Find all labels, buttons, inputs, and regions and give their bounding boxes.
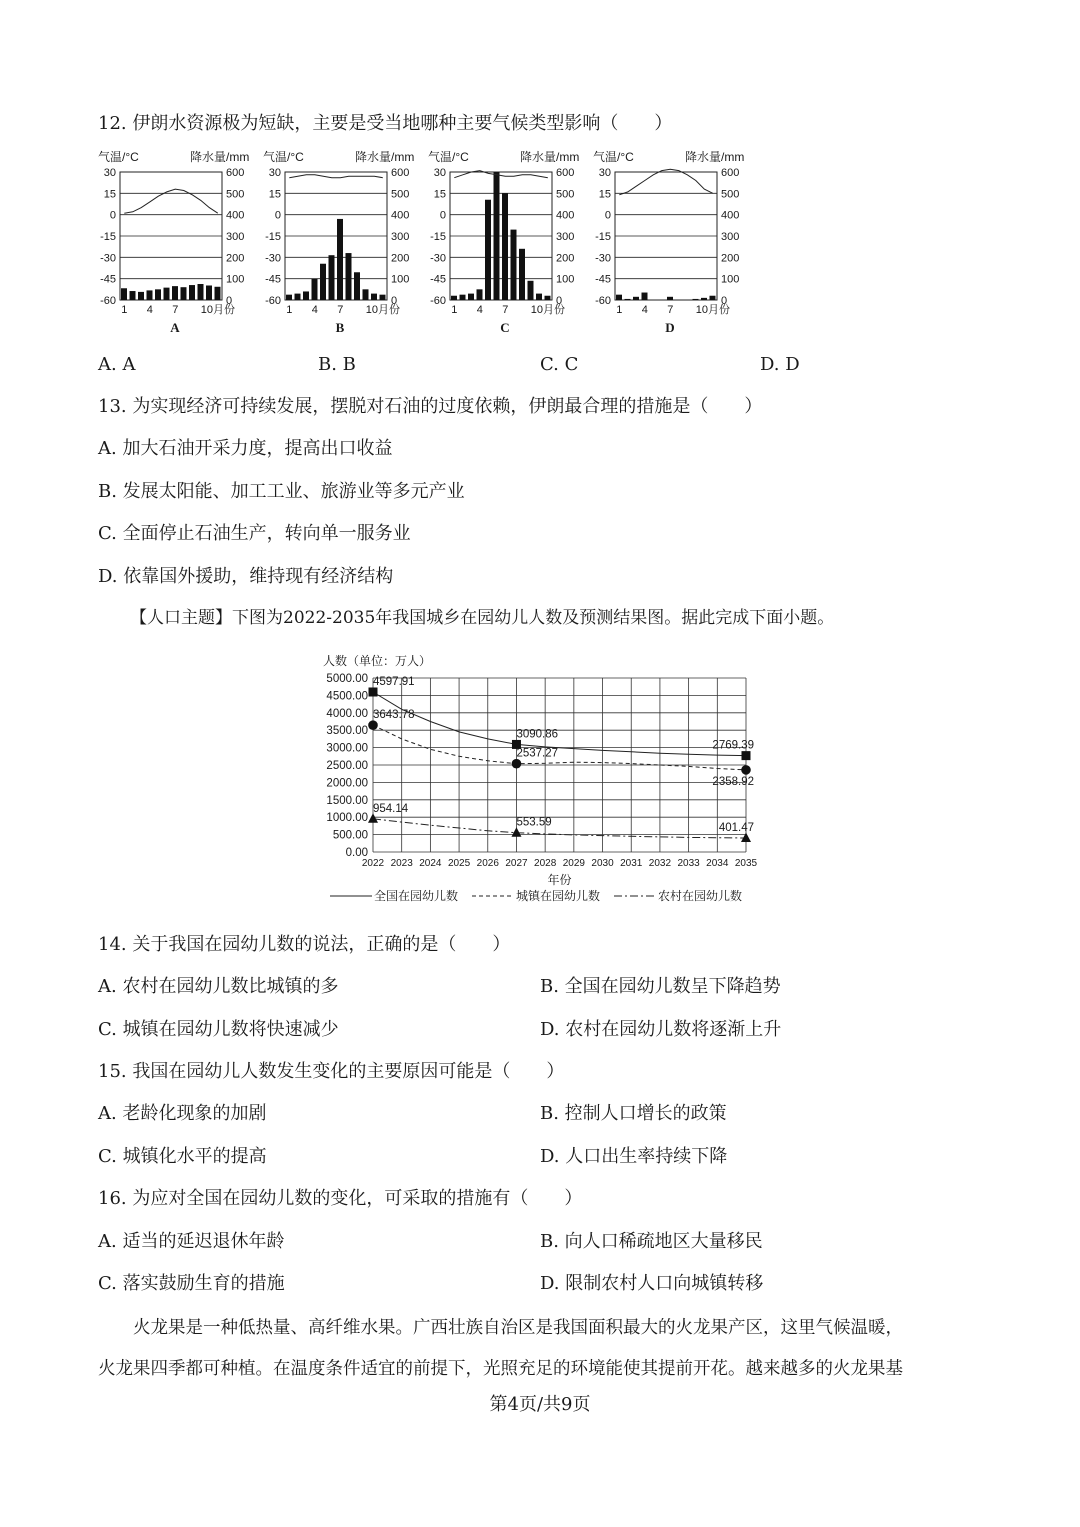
q15-option-d[interactable]: D. 人口出生率持续下降 [540,1146,728,1167]
q15-option-c[interactable]: C. 城镇化水平的提高 [98,1146,267,1167]
temp-tick-label: -30 [595,252,611,265]
data-point [512,759,522,769]
q16-option-c[interactable]: C. 落实鼓励生育的措施 [98,1273,285,1294]
temp-tick-label: 30 [598,167,611,179]
precip-bar [710,296,716,300]
x-axis-label: 年份 [547,873,572,887]
precip-bar [286,295,292,300]
precip-tick-label: 200 [556,252,575,265]
precip-bar [519,249,525,300]
precip-bar [329,255,335,300]
temp-tick-label: 30 [268,167,281,179]
precip-tick-label: 200 [391,252,410,265]
data-label: 3643.78 [373,709,415,722]
temp-tick-label: -60 [430,295,446,307]
y-axis-label: 人数（单位：万人） [323,654,432,668]
climate-chart-a [98,149,249,335]
q15-option-a[interactable]: A. 老龄化现象的加剧 [98,1103,267,1124]
q13-option-a[interactable]: A. 加大石油开采力度，提高出口收益 [98,438,393,459]
y-tick-label: 5000.00 [326,673,368,685]
temperature-line [124,189,218,213]
temp-axis-unit: 气温/°C [593,150,634,164]
q12-option-b[interactable]: B. B [318,354,356,375]
month-tick-label: 1 [121,304,128,316]
temp-tick-label: -45 [430,273,446,286]
month-tick-label: 1 [616,304,623,316]
temp-tick-label: -45 [100,273,116,286]
q14-option-d[interactable]: D. 农村在园幼儿数将逐渐上升 [540,1019,782,1040]
passage-line-1: 火龙果是一种低热量、高纤维水果。广西壮族自治区是我国面积最大的火龙果产区，这里气候温暖， [98,1318,903,1338]
precip-bar [616,295,622,300]
question-13: 13. 为实现经济可持续发展，摆脱对石油的过度依赖，伊朗最合理的措施是（ ） [98,396,763,417]
data-label: 2358.92 [712,775,754,788]
question-12: 12. 伊朗水资源极为短缺，主要是受当地哪种主要气候类型影响（ ） [98,113,673,134]
temp-tick-label: 0 [439,209,446,222]
precip-tick-label: 0 [226,295,233,307]
precip-tick-label: 500 [556,188,575,201]
temp-tick-label: 0 [109,209,116,222]
topic-intro: 【人口主题】下图为2022-2035年我国城乡在园幼儿人数及预测结果图。据此完成下面小题。 [130,608,835,628]
precip-bar [477,289,483,300]
climate-chart-label: B [335,320,345,335]
precip-tick-label: 600 [391,167,410,179]
precip-bar [320,264,326,300]
precip-bar [494,172,500,300]
precip-bar [198,284,204,300]
passage-line-2: 火龙果四季都可种植。在温度条件适宜的前提下，光照充足的环境能使其提前开花。越来越多的火龙果基 [98,1359,903,1379]
temp-tick-label: 0 [604,209,611,222]
q14-option-c[interactable]: C. 城镇在园幼儿数将快速减少 [98,1019,339,1040]
precip-bar [380,295,386,300]
precip-bar [130,291,136,300]
month-tick-label: 1 [286,304,293,316]
temp-tick-label: -15 [595,231,611,243]
month-tick-label: 7 [337,304,344,316]
precip-tick-label: 100 [391,273,410,286]
temp-tick-label: -60 [265,295,281,307]
q12-option-d[interactable]: D. D [760,354,800,375]
precip-bar [625,299,631,300]
question-14: 14. 关于我国在园幼儿数的说法，正确的是（ ） [98,934,511,955]
data-point [741,765,751,775]
data-label: 954.14 [373,802,409,815]
q16-option-d[interactable]: D. 限制农村人口向城镇转移 [540,1273,764,1294]
temp-axis-unit: 气温/°C [263,150,304,164]
temp-tick-label: -45 [595,273,611,286]
precip-bar [511,230,517,300]
month-tick-label: 10月份 [200,304,235,316]
legend-label: 城镇在园幼儿数 [516,889,601,903]
x-tick-label: 2028 [534,858,557,869]
temp-tick-label: 15 [103,188,116,201]
precip-bar [303,291,309,300]
y-tick-label: 3500.00 [326,725,368,738]
q16-option-a[interactable]: A. 适当的延迟退休年龄 [98,1231,285,1252]
month-tick-label: 4 [641,304,648,316]
temp-tick-label: 30 [433,167,446,179]
q12-option-c[interactable]: C. C [540,354,579,375]
precip-bar [121,288,127,300]
temp-tick-label: -30 [265,252,281,265]
precip-bar [147,290,153,300]
y-tick-label: 2500.00 [326,760,368,772]
precip-tick-label: 300 [556,231,575,243]
q12-option-a[interactable]: A. A [98,354,136,375]
precip-bar [667,297,673,300]
month-tick-label: 7 [667,304,674,316]
precip-tick-label: 600 [721,167,740,179]
month-tick-label: 10月份 [365,304,400,316]
y-tick-label: 1500.00 [326,794,368,807]
legend-label: 全国在园幼儿数 [374,889,459,903]
precip-tick-label: 0 [721,295,728,307]
precip-axis-unit: 降水量/mm [355,150,415,164]
x-tick-label: 2023 [390,858,413,869]
x-tick-label: 2027 [505,858,528,869]
temp-tick-label: -15 [265,231,281,243]
precip-bar [181,287,187,300]
precip-bar [633,297,639,300]
precip-tick-label: 0 [556,295,563,307]
month-tick-label: 7 [172,304,179,316]
climate-chart-c [428,149,579,335]
climate-chart-d [593,149,744,335]
precip-tick-label: 600 [226,167,245,179]
x-tick-label: 2035 [734,858,758,869]
series-line [373,692,746,756]
x-tick-label: 2029 [562,858,585,869]
x-tick-label: 2022 [361,858,385,869]
page-footer: 第4页/共9页 [489,1394,591,1415]
month-tick-label: 4 [311,304,318,316]
legend-label: 农村在园幼儿数 [658,889,743,903]
temp-tick-label: 0 [274,209,281,222]
x-tick-label: 2033 [677,858,700,869]
precip-bar [138,292,144,300]
precip-bar [164,288,170,300]
q16-option-b[interactable]: B. 向人口稀疏地区大量移民 [540,1231,763,1252]
month-tick-label: 1 [451,304,458,316]
precip-axis-unit: 降水量/mm [520,150,580,164]
q13-option-c[interactable]: C. 全面停止石油生产，转向单一服务业 [98,523,411,544]
y-tick-label: 1000.00 [326,812,368,825]
precip-bar [337,219,343,300]
y-tick-label: 500.00 [332,829,368,842]
precip-tick-label: 400 [226,209,245,222]
temp-tick-label: 30 [103,167,116,179]
x-tick-label: 2031 [620,858,643,869]
q13-option-d[interactable]: D. 依靠国外援助，维持现有经济结构 [98,566,394,587]
y-tick-label: 2000.00 [326,777,368,790]
series-line [373,816,746,838]
data-label: 2769.39 [712,739,754,752]
precip-bar [189,285,195,300]
x-tick-label: 2026 [476,858,499,869]
precip-bar [312,279,318,300]
precip-tick-label: 0 [391,295,398,307]
precip-axis-unit: 降水量/mm [190,150,250,164]
q13-option-b[interactable]: B. 发展太阳能、加工工业、旅游业等多元产业 [98,481,465,502]
data-label: 3090.86 [516,728,559,741]
climate-chart-b [263,149,414,335]
precip-tick-label: 400 [721,209,740,222]
precip-tick-label: 400 [556,209,575,222]
temp-tick-label: -15 [430,231,446,243]
precip-bar [451,296,457,300]
precip-bar [536,294,542,300]
precip-bar [545,296,551,300]
temp-tick-label: -15 [100,231,116,243]
climate-chart-label: A [170,320,180,335]
x-tick-label: 2024 [419,858,442,869]
temp-tick-label: 15 [268,188,281,201]
population-chart [318,648,758,910]
climate-chart-label: D [665,320,675,335]
data-point [368,720,378,730]
temp-tick-label: -45 [265,273,281,286]
precip-bar [371,294,377,300]
question-16: 16. 为应对全国在园幼儿数的变化，可采取的措施有（ ） [98,1188,583,1209]
x-tick-label: 2030 [591,858,614,869]
month-tick-label: 10月份 [530,304,565,316]
precip-bar [485,200,491,300]
precip-tick-label: 600 [556,167,575,179]
precip-bar [354,272,360,300]
temp-axis-unit: 气温/°C [428,150,469,164]
precip-bar [215,287,221,300]
precip-bar [528,281,534,300]
data-label: 553.59 [516,816,552,829]
precip-tick-label: 500 [391,188,410,201]
climate-charts [90,145,760,345]
precip-tick-label: 100 [226,273,245,286]
month-tick-label: 4 [146,304,153,316]
precip-tick-label: 100 [556,273,575,286]
precip-bar [295,294,301,300]
temp-tick-label: -30 [100,252,116,265]
month-tick-label: 4 [476,304,483,316]
temp-tick-label: 15 [433,188,446,201]
precip-bar [642,293,648,300]
precip-bar [172,286,178,300]
precip-tick-label: 300 [226,231,245,243]
y-tick-label: 0.00 [345,847,368,859]
precip-tick-label: 200 [721,252,740,265]
precip-tick-label: 500 [226,188,245,201]
y-tick-label: 4500.00 [326,690,368,703]
temp-axis-unit: 气温/°C [98,150,139,164]
precip-bar [363,289,369,300]
precip-tick-label: 500 [721,188,740,201]
x-tick-label: 2025 [447,858,471,869]
temperature-line [289,175,383,178]
x-tick-label: 2032 [648,858,672,869]
temperature-line [619,169,713,195]
temp-tick-label: -60 [595,295,611,307]
precip-bar [701,298,707,300]
x-tick-label: 2034 [706,858,729,869]
data-point [742,751,751,760]
precip-tick-label: 400 [391,209,410,222]
precip-bar [502,193,508,300]
precip-bar [206,285,212,300]
question-15: 15. 我国在园幼儿人数发生变化的主要原因可能是（ ） [98,1061,565,1082]
precip-bar [346,253,352,300]
y-tick-label: 4000.00 [326,707,368,720]
precip-bar [460,295,466,300]
q14-option-b[interactable]: B. 全国在园幼儿数呈下降趋势 [540,976,781,997]
precip-tick-label: 100 [721,273,740,286]
month-tick-label: 10月份 [695,304,730,316]
y-tick-label: 3000.00 [326,742,368,755]
precip-axis-unit: 降水量/mm [685,150,745,164]
temp-tick-label: 15 [598,188,611,201]
q14-option-a[interactable]: A. 农村在园幼儿数比城镇的多 [98,976,339,997]
data-point [369,687,378,696]
precip-tick-label: 200 [226,252,245,265]
q15-option-b[interactable]: B. 控制人口增长的政策 [540,1103,727,1124]
data-label: 4597.91 [373,675,415,688]
precip-bar [155,289,161,300]
temp-tick-label: -30 [430,252,446,265]
temp-tick-label: -60 [100,295,116,307]
climate-chart-label: C [500,320,510,335]
precip-bar [468,294,474,300]
month-tick-label: 7 [502,304,509,316]
data-label: 2537.27 [516,747,559,760]
precip-bar [693,299,699,300]
precip-tick-label: 300 [391,231,410,243]
data-label: 401.47 [718,822,754,835]
precip-tick-label: 300 [721,231,740,243]
